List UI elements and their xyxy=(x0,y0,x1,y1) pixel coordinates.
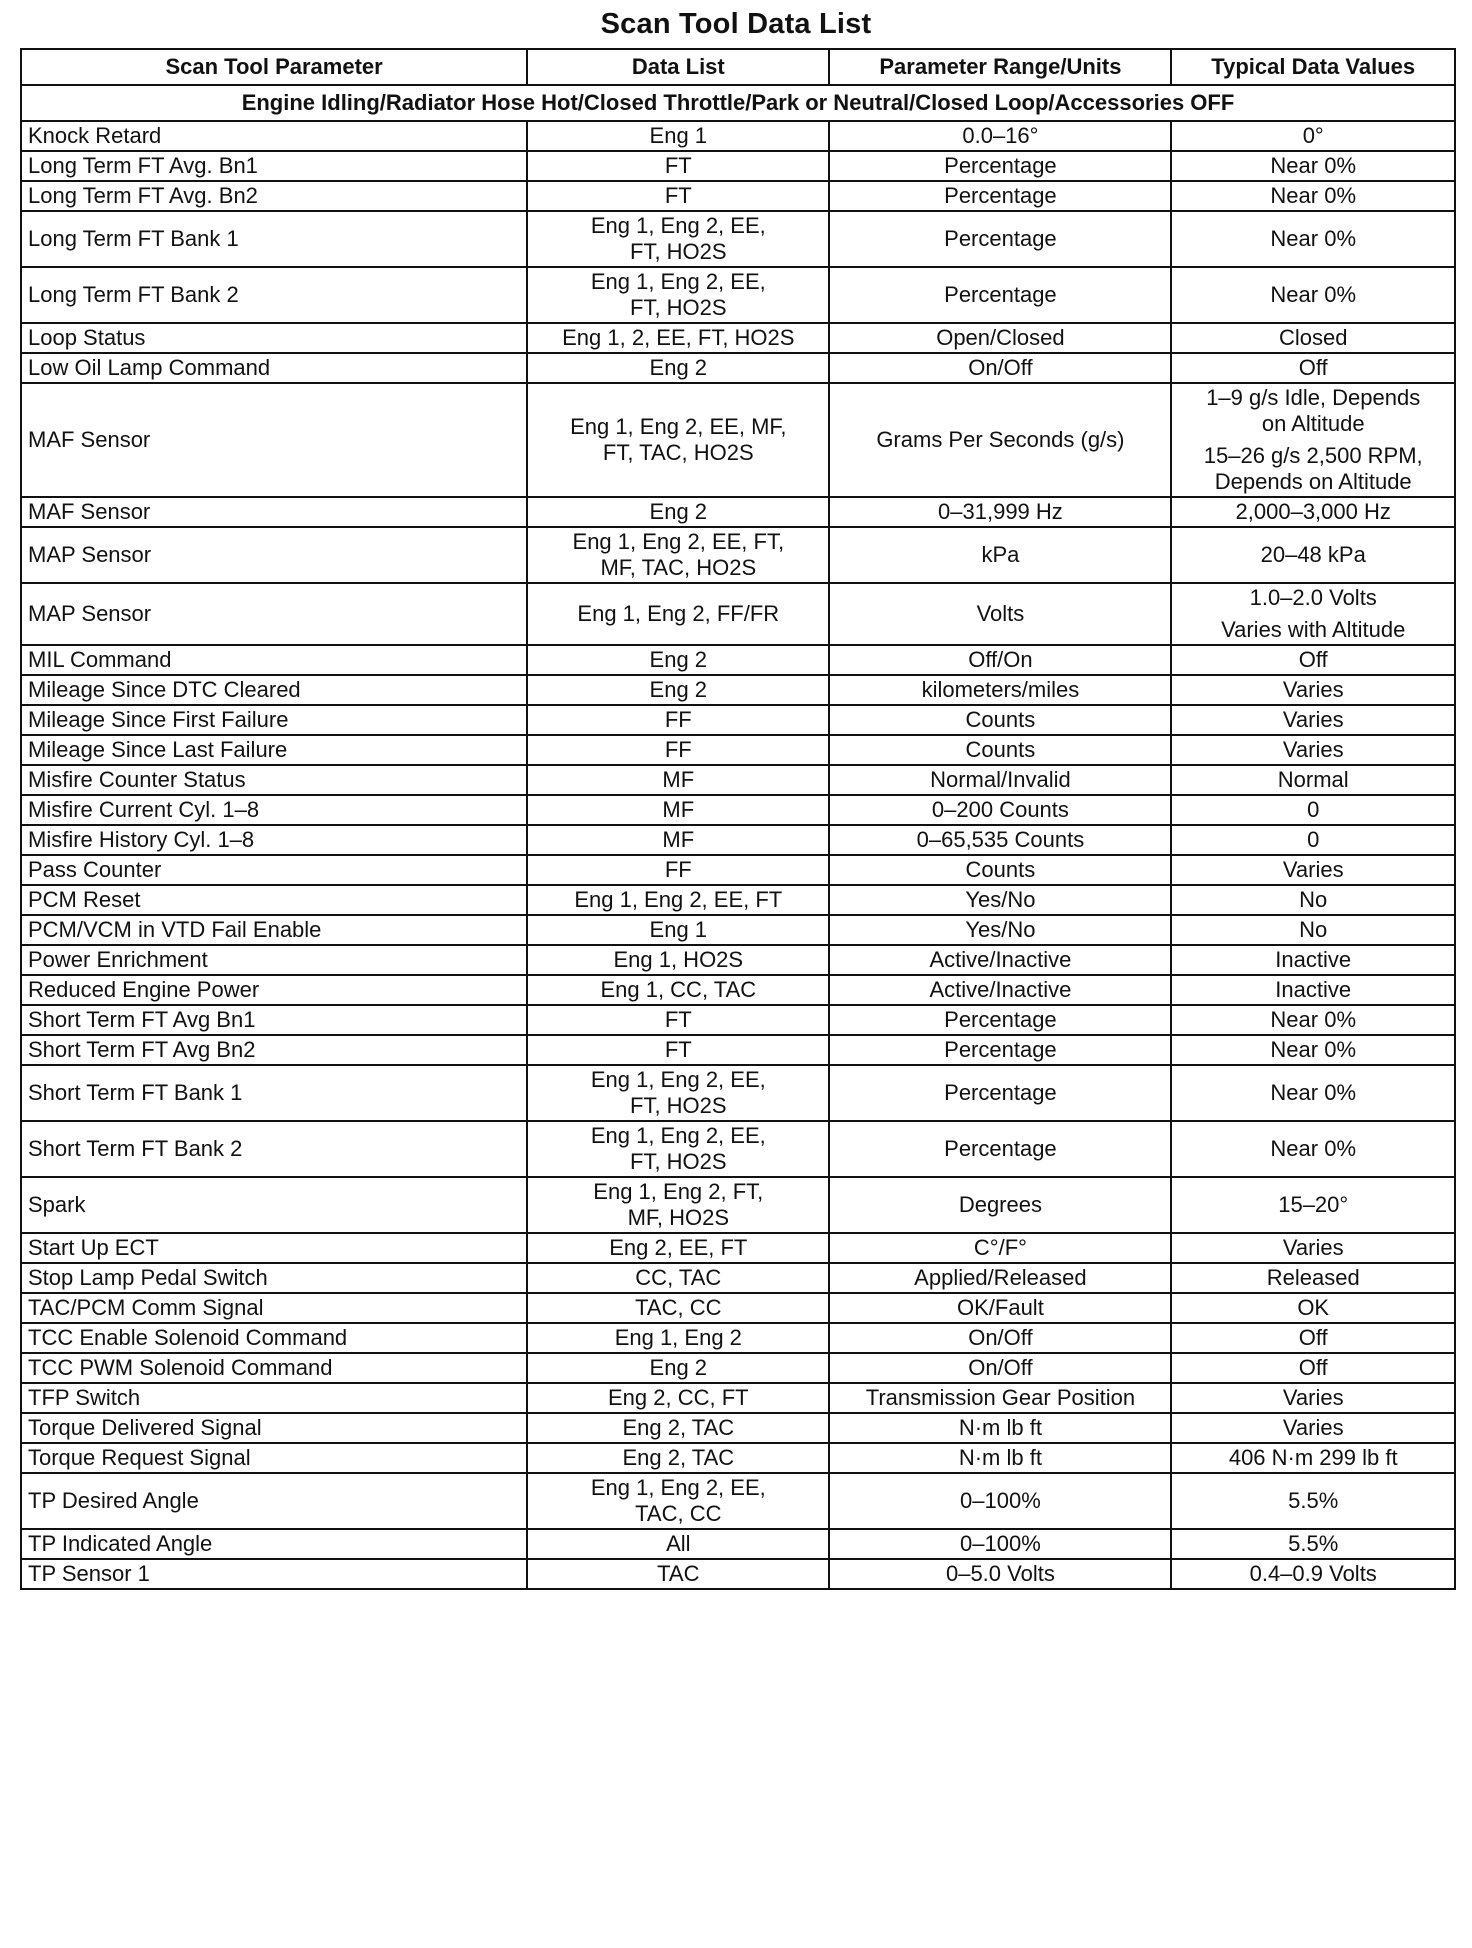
cell-typical-values xyxy=(1171,383,1455,497)
cell-data-list: Eng 1, HO2S xyxy=(527,945,829,975)
typical-value-line: Varies xyxy=(1282,737,1344,762)
cell-typical-values xyxy=(1171,825,1455,855)
table-row xyxy=(21,353,1455,383)
cell-parameter: Short Term FT Avg Bn1 xyxy=(21,1005,527,1035)
typical-value-line: Varies with Altitude xyxy=(1221,617,1406,642)
cell-range-units: 0–200 Counts xyxy=(829,795,1171,825)
cell-parameter: Long Term FT Bank 1 xyxy=(21,211,527,267)
cell-parameter: Misfire Counter Status xyxy=(21,765,527,795)
cell-typical-values xyxy=(1171,855,1455,885)
cell-typical-values xyxy=(1171,1065,1455,1121)
cell-typical-values xyxy=(1171,1263,1455,1293)
cell-parameter: Mileage Since DTC Cleared xyxy=(21,675,527,705)
cell-parameter: Long Term FT Avg. Bn1 xyxy=(21,151,527,181)
cell-typical-values xyxy=(1171,583,1455,645)
cell-range-units: Volts xyxy=(829,583,1171,645)
cell-range-units: Counts xyxy=(829,735,1171,765)
cell-range-units: 0–5.0 Volts xyxy=(829,1559,1171,1589)
cell-data-list: Eng 2 xyxy=(527,353,829,383)
cell-range-units: Active/Inactive xyxy=(829,975,1171,1005)
cell-range-units: N·m lb ft xyxy=(829,1413,1171,1443)
cell-data-list: Eng 2 xyxy=(527,675,829,705)
cell-data-list: Eng 1, Eng 2, FF/FR xyxy=(527,583,829,645)
cell-parameter: Low Oil Lamp Command xyxy=(21,353,527,383)
cell-data-list: TAC, CC xyxy=(527,1293,829,1323)
cell-typical-values xyxy=(1171,735,1455,765)
cell-parameter: TP Desired Angle xyxy=(21,1473,527,1529)
cell-typical-values xyxy=(1171,1035,1455,1065)
cell-parameter: TCC PWM Solenoid Command xyxy=(21,1353,527,1383)
cell-range-units: Counts xyxy=(829,855,1171,885)
table-row xyxy=(21,323,1455,353)
cell-data-list: Eng 2, TAC xyxy=(527,1413,829,1443)
operating-condition: Engine Idling/Radiator Hose Hot/Closed Throttle/Park or Neutral/Closed Loop/Accessories OFF xyxy=(21,85,1455,121)
table-row xyxy=(21,1177,1455,1233)
cell-parameter: MAP Sensor xyxy=(21,527,527,583)
typical-value-line: Near 0% xyxy=(1270,1007,1356,1032)
cell-data-list: Eng 1, Eng 2, EE, FT, HO2S xyxy=(527,267,829,323)
cell-data-list: FT xyxy=(527,181,829,211)
cell-data-list: Eng 1, Eng 2, EE, FT, HO2S xyxy=(527,211,829,267)
cell-parameter: TFP Switch xyxy=(21,1383,527,1413)
cell-parameter: Start Up ECT xyxy=(21,1233,527,1263)
typical-value-line: 0 xyxy=(1307,827,1320,852)
cell-range-units: Percentage xyxy=(829,267,1171,323)
table-row xyxy=(21,765,1455,795)
cell-data-list: Eng 1, 2, EE, FT, HO2S xyxy=(527,323,829,353)
cell-typical-values xyxy=(1171,267,1455,323)
cell-range-units: kPa xyxy=(829,527,1171,583)
cell-typical-values xyxy=(1171,1473,1455,1529)
typical-value-line: Near 0% xyxy=(1270,226,1356,251)
cell-typical-values xyxy=(1171,1413,1455,1443)
cell-typical-values xyxy=(1171,765,1455,795)
cell-data-list: FT xyxy=(527,151,829,181)
cell-parameter: Short Term FT Bank 1 xyxy=(21,1065,527,1121)
cell-parameter: Power Enrichment xyxy=(21,945,527,975)
typical-value-line: Inactive xyxy=(1275,947,1352,972)
header-row xyxy=(21,49,1455,85)
cell-data-list: Eng 1, Eng 2, EE, FT, HO2S xyxy=(527,1065,829,1121)
cell-typical-values xyxy=(1171,151,1455,181)
cell-data-list: FF xyxy=(527,735,829,765)
typical-value-line: Normal xyxy=(1277,767,1349,792)
cell-parameter: Spark xyxy=(21,1177,527,1233)
cell-range-units: Active/Inactive xyxy=(829,945,1171,975)
cell-parameter: Misfire History Cyl. 1–8 xyxy=(21,825,527,855)
typical-value-line: Closed xyxy=(1278,325,1348,350)
table-row xyxy=(21,915,1455,945)
cell-parameter: Mileage Since First Failure xyxy=(21,705,527,735)
typical-value-line: No xyxy=(1299,887,1328,912)
table-row xyxy=(21,1559,1455,1589)
cell-data-list: Eng 2 xyxy=(527,1353,829,1383)
table-row xyxy=(21,583,1455,645)
typical-value-line: Off xyxy=(1298,1355,1328,1380)
cell-parameter: Short Term FT Avg Bn2 xyxy=(21,1035,527,1065)
cell-range-units: Percentage xyxy=(829,1035,1171,1065)
table-row xyxy=(21,1005,1455,1035)
cell-range-units: Yes/No xyxy=(829,885,1171,915)
typical-value-line: 0° xyxy=(1302,123,1324,148)
cell-data-list: Eng 2, CC, FT xyxy=(527,1383,829,1413)
cell-typical-values xyxy=(1171,1121,1455,1177)
cell-range-units: 0–100% xyxy=(829,1473,1171,1529)
cell-parameter: TP Sensor 1 xyxy=(21,1559,527,1589)
table-row xyxy=(21,1323,1455,1353)
table-row xyxy=(21,1529,1455,1559)
typical-value-line: 0.4–0.9 Volts xyxy=(1249,1561,1377,1586)
cell-data-list: FF xyxy=(527,705,829,735)
cell-parameter: Knock Retard xyxy=(21,121,527,151)
cell-parameter: TCC Enable Solenoid Command xyxy=(21,1323,527,1353)
cell-parameter: Torque Delivered Signal xyxy=(21,1413,527,1443)
table-row xyxy=(21,1413,1455,1443)
typical-value-line: Near 0% xyxy=(1270,1136,1356,1161)
cell-typical-values xyxy=(1171,1353,1455,1383)
cell-data-list: MF xyxy=(527,765,829,795)
header-scan-tool-parameter: Scan Tool Parameter xyxy=(21,49,527,85)
cell-parameter: Misfire Current Cyl. 1–8 xyxy=(21,795,527,825)
cell-typical-values xyxy=(1171,353,1455,383)
cell-data-list: Eng 1, Eng 2 xyxy=(527,1323,829,1353)
cell-parameter: Long Term FT Avg. Bn2 xyxy=(21,181,527,211)
typical-value-line: Off xyxy=(1298,1325,1328,1350)
cell-data-list: All xyxy=(527,1529,829,1559)
table-row xyxy=(21,1233,1455,1263)
cell-range-units: Degrees xyxy=(829,1177,1171,1233)
cell-parameter: PCM Reset xyxy=(21,885,527,915)
cell-range-units: 0–31,999 Hz xyxy=(829,497,1171,527)
cell-range-units: Counts xyxy=(829,705,1171,735)
cell-typical-values xyxy=(1171,915,1455,945)
cell-range-units: 0.0–16° xyxy=(829,121,1171,151)
table-row xyxy=(21,945,1455,975)
table-row xyxy=(21,675,1455,705)
table-row xyxy=(21,705,1455,735)
typical-value-line: Off xyxy=(1298,647,1328,672)
cell-typical-values xyxy=(1171,181,1455,211)
cell-range-units: kilometers/miles xyxy=(829,675,1171,705)
cell-range-units: C°/F° xyxy=(829,1233,1171,1263)
typical-value-line: Released xyxy=(1266,1265,1360,1290)
cell-typical-values xyxy=(1171,497,1455,527)
cell-range-units: On/Off xyxy=(829,353,1171,383)
cell-data-list: Eng 1 xyxy=(527,915,829,945)
typical-value-line: Off xyxy=(1298,355,1328,380)
cell-typical-values xyxy=(1171,705,1455,735)
cell-range-units: 0–65,535 Counts xyxy=(829,825,1171,855)
typical-value-line: 2,000–3,000 Hz xyxy=(1235,499,1391,524)
cell-range-units: Percentage xyxy=(829,1005,1171,1035)
cell-typical-values xyxy=(1171,795,1455,825)
cell-data-list: Eng 1, Eng 2, EE, TAC, CC xyxy=(527,1473,829,1529)
cell-data-list: MF xyxy=(527,825,829,855)
cell-data-list: Eng 2 xyxy=(527,645,829,675)
table-row xyxy=(21,1353,1455,1383)
condition-row xyxy=(21,85,1455,121)
cell-data-list: CC, TAC xyxy=(527,1263,829,1293)
table-row xyxy=(21,497,1455,527)
cell-range-units: OK/Fault xyxy=(829,1293,1171,1323)
table-row xyxy=(21,121,1455,151)
typical-value-line: Varies xyxy=(1282,1415,1344,1440)
cell-range-units: Percentage xyxy=(829,181,1171,211)
typical-value-line: 20–48 kPa xyxy=(1260,542,1366,567)
cell-typical-values xyxy=(1171,645,1455,675)
typical-value-line: 406 N·m 299 lb ft xyxy=(1228,1445,1398,1470)
cell-parameter: Short Term FT Bank 2 xyxy=(21,1121,527,1177)
cell-range-units: Percentage xyxy=(829,151,1171,181)
cell-typical-values xyxy=(1171,945,1455,975)
typical-value-line: Varies xyxy=(1282,707,1344,732)
header-typical-data-values: Typical Data Values xyxy=(1171,49,1455,85)
cell-range-units: Yes/No xyxy=(829,915,1171,945)
typical-value-line: No xyxy=(1299,917,1328,942)
cell-range-units: Transmission Gear Position xyxy=(829,1383,1171,1413)
page-title: Scan Tool Data List xyxy=(600,8,872,40)
cell-parameter: MAF Sensor xyxy=(21,383,527,497)
typical-value-line: OK xyxy=(1297,1295,1330,1320)
cell-typical-values xyxy=(1171,1529,1455,1559)
table-row xyxy=(21,855,1455,885)
typical-value-line: Near 0% xyxy=(1270,1037,1356,1062)
cell-range-units: On/Off xyxy=(829,1353,1171,1383)
typical-value-line: 5.5% xyxy=(1288,1488,1339,1513)
typical-value-line: 15–20° xyxy=(1278,1192,1349,1217)
typical-value-line: Near 0% xyxy=(1270,153,1356,178)
cell-parameter: TP Indicated Angle xyxy=(21,1529,527,1559)
table-row xyxy=(21,1473,1455,1529)
cell-parameter: Long Term FT Bank 2 xyxy=(21,267,527,323)
cell-range-units: Percentage xyxy=(829,1121,1171,1177)
table-row xyxy=(21,645,1455,675)
table-body xyxy=(21,85,1455,1589)
typical-value-line: 1–9 g/s Idle, Depends on Altitude xyxy=(1206,385,1421,436)
cell-typical-values xyxy=(1171,1443,1455,1473)
typical-value-line: 15–26 g/s 2,500 RPM, Depends on Altitude xyxy=(1203,443,1423,494)
cell-parameter: MAF Sensor xyxy=(21,497,527,527)
header-data-list: Data List xyxy=(527,49,829,85)
table-row xyxy=(21,527,1455,583)
cell-typical-values xyxy=(1171,211,1455,267)
table-row xyxy=(21,267,1455,323)
cell-data-list: Eng 1, Eng 2, EE, MF, FT, TAC, HO2S xyxy=(527,383,829,497)
typical-value-line: 0 xyxy=(1307,797,1320,822)
cell-data-list: FF xyxy=(527,855,829,885)
table-row xyxy=(21,1443,1455,1473)
cell-parameter: MAP Sensor xyxy=(21,583,527,645)
table-row xyxy=(21,795,1455,825)
cell-range-units: Percentage xyxy=(829,1065,1171,1121)
table-row xyxy=(21,383,1455,497)
cell-parameter: Reduced Engine Power xyxy=(21,975,527,1005)
table-row xyxy=(21,1121,1455,1177)
typical-value-line: Inactive xyxy=(1275,977,1352,1002)
cell-data-list: Eng 1 xyxy=(527,121,829,151)
typical-value-line: 5.5% xyxy=(1288,1531,1339,1556)
table-row xyxy=(21,1035,1455,1065)
cell-data-list: FT xyxy=(527,1005,829,1035)
table-row xyxy=(21,181,1455,211)
cell-data-list: Eng 2, EE, FT xyxy=(527,1233,829,1263)
cell-typical-values xyxy=(1171,1233,1455,1263)
cell-typical-values xyxy=(1171,527,1455,583)
cell-data-list: Eng 2 xyxy=(527,497,829,527)
typical-value-line: Near 0% xyxy=(1270,183,1356,208)
cell-data-list: FT xyxy=(527,1035,829,1065)
table-row xyxy=(21,1383,1455,1413)
cell-data-list: MF xyxy=(527,795,829,825)
cell-range-units: Open/Closed xyxy=(829,323,1171,353)
cell-range-units: Normal/Invalid xyxy=(829,765,1171,795)
typical-value-line: Near 0% xyxy=(1270,282,1356,307)
table-row xyxy=(21,1293,1455,1323)
cell-range-units: 0–100% xyxy=(829,1529,1171,1559)
table-row xyxy=(21,825,1455,855)
table-row xyxy=(21,211,1455,267)
cell-data-list: Eng 1, Eng 2, FT, MF, HO2S xyxy=(527,1177,829,1233)
cell-parameter: PCM/VCM in VTD Fail Enable xyxy=(21,915,527,945)
cell-typical-values xyxy=(1171,1559,1455,1589)
typical-value-line: Near 0% xyxy=(1270,1080,1356,1105)
cell-typical-values xyxy=(1171,885,1455,915)
cell-data-list: Eng 1, CC, TAC xyxy=(527,975,829,1005)
cell-typical-values xyxy=(1171,323,1455,353)
cell-data-list: Eng 1, Eng 2, EE, FT xyxy=(527,885,829,915)
cell-parameter: MIL Command xyxy=(21,645,527,675)
cell-typical-values xyxy=(1171,1323,1455,1353)
cell-range-units: Off/On xyxy=(829,645,1171,675)
cell-typical-values xyxy=(1171,121,1455,151)
cell-parameter: Mileage Since Last Failure xyxy=(21,735,527,765)
cell-range-units: Percentage xyxy=(829,211,1171,267)
cell-typical-values xyxy=(1171,975,1455,1005)
scan-tool-data-table xyxy=(20,48,1456,1590)
table-row xyxy=(21,1065,1455,1121)
cell-range-units: Grams Per Seconds (g/s) xyxy=(829,383,1171,497)
cell-data-list: Eng 2, TAC xyxy=(527,1443,829,1473)
cell-range-units: Applied/Released xyxy=(829,1263,1171,1293)
typical-value-line: Varies xyxy=(1282,1235,1344,1260)
typical-value-line: 1.0–2.0 Volts xyxy=(1249,585,1377,610)
cell-typical-values xyxy=(1171,1177,1455,1233)
cell-typical-values xyxy=(1171,1293,1455,1323)
typical-value-line: Varies xyxy=(1282,857,1344,882)
cell-parameter: TAC/PCM Comm Signal xyxy=(21,1293,527,1323)
table-row xyxy=(21,885,1455,915)
cell-typical-values xyxy=(1171,675,1455,705)
cell-parameter: Torque Request Signal xyxy=(21,1443,527,1473)
header-parameter-range-units: Parameter Range/Units xyxy=(829,49,1171,85)
typical-value-line: Varies xyxy=(1282,677,1344,702)
table-row xyxy=(21,151,1455,181)
typical-value-line: Varies xyxy=(1282,1385,1344,1410)
cell-data-list: TAC xyxy=(527,1559,829,1589)
table-row xyxy=(21,1263,1455,1293)
cell-parameter: Stop Lamp Pedal Switch xyxy=(21,1263,527,1293)
cell-range-units: On/Off xyxy=(829,1323,1171,1353)
cell-typical-values xyxy=(1171,1383,1455,1413)
cell-parameter: Loop Status xyxy=(21,323,527,353)
cell-parameter: Pass Counter xyxy=(21,855,527,885)
cell-data-list: Eng 1, Eng 2, EE, FT, MF, TAC, HO2S xyxy=(527,527,829,583)
table-row xyxy=(21,735,1455,765)
cell-data-list: Eng 1, Eng 2, EE, FT, HO2S xyxy=(527,1121,829,1177)
cell-range-units: N·m lb ft xyxy=(829,1443,1171,1473)
table-row xyxy=(21,975,1455,1005)
cell-typical-values xyxy=(1171,1005,1455,1035)
